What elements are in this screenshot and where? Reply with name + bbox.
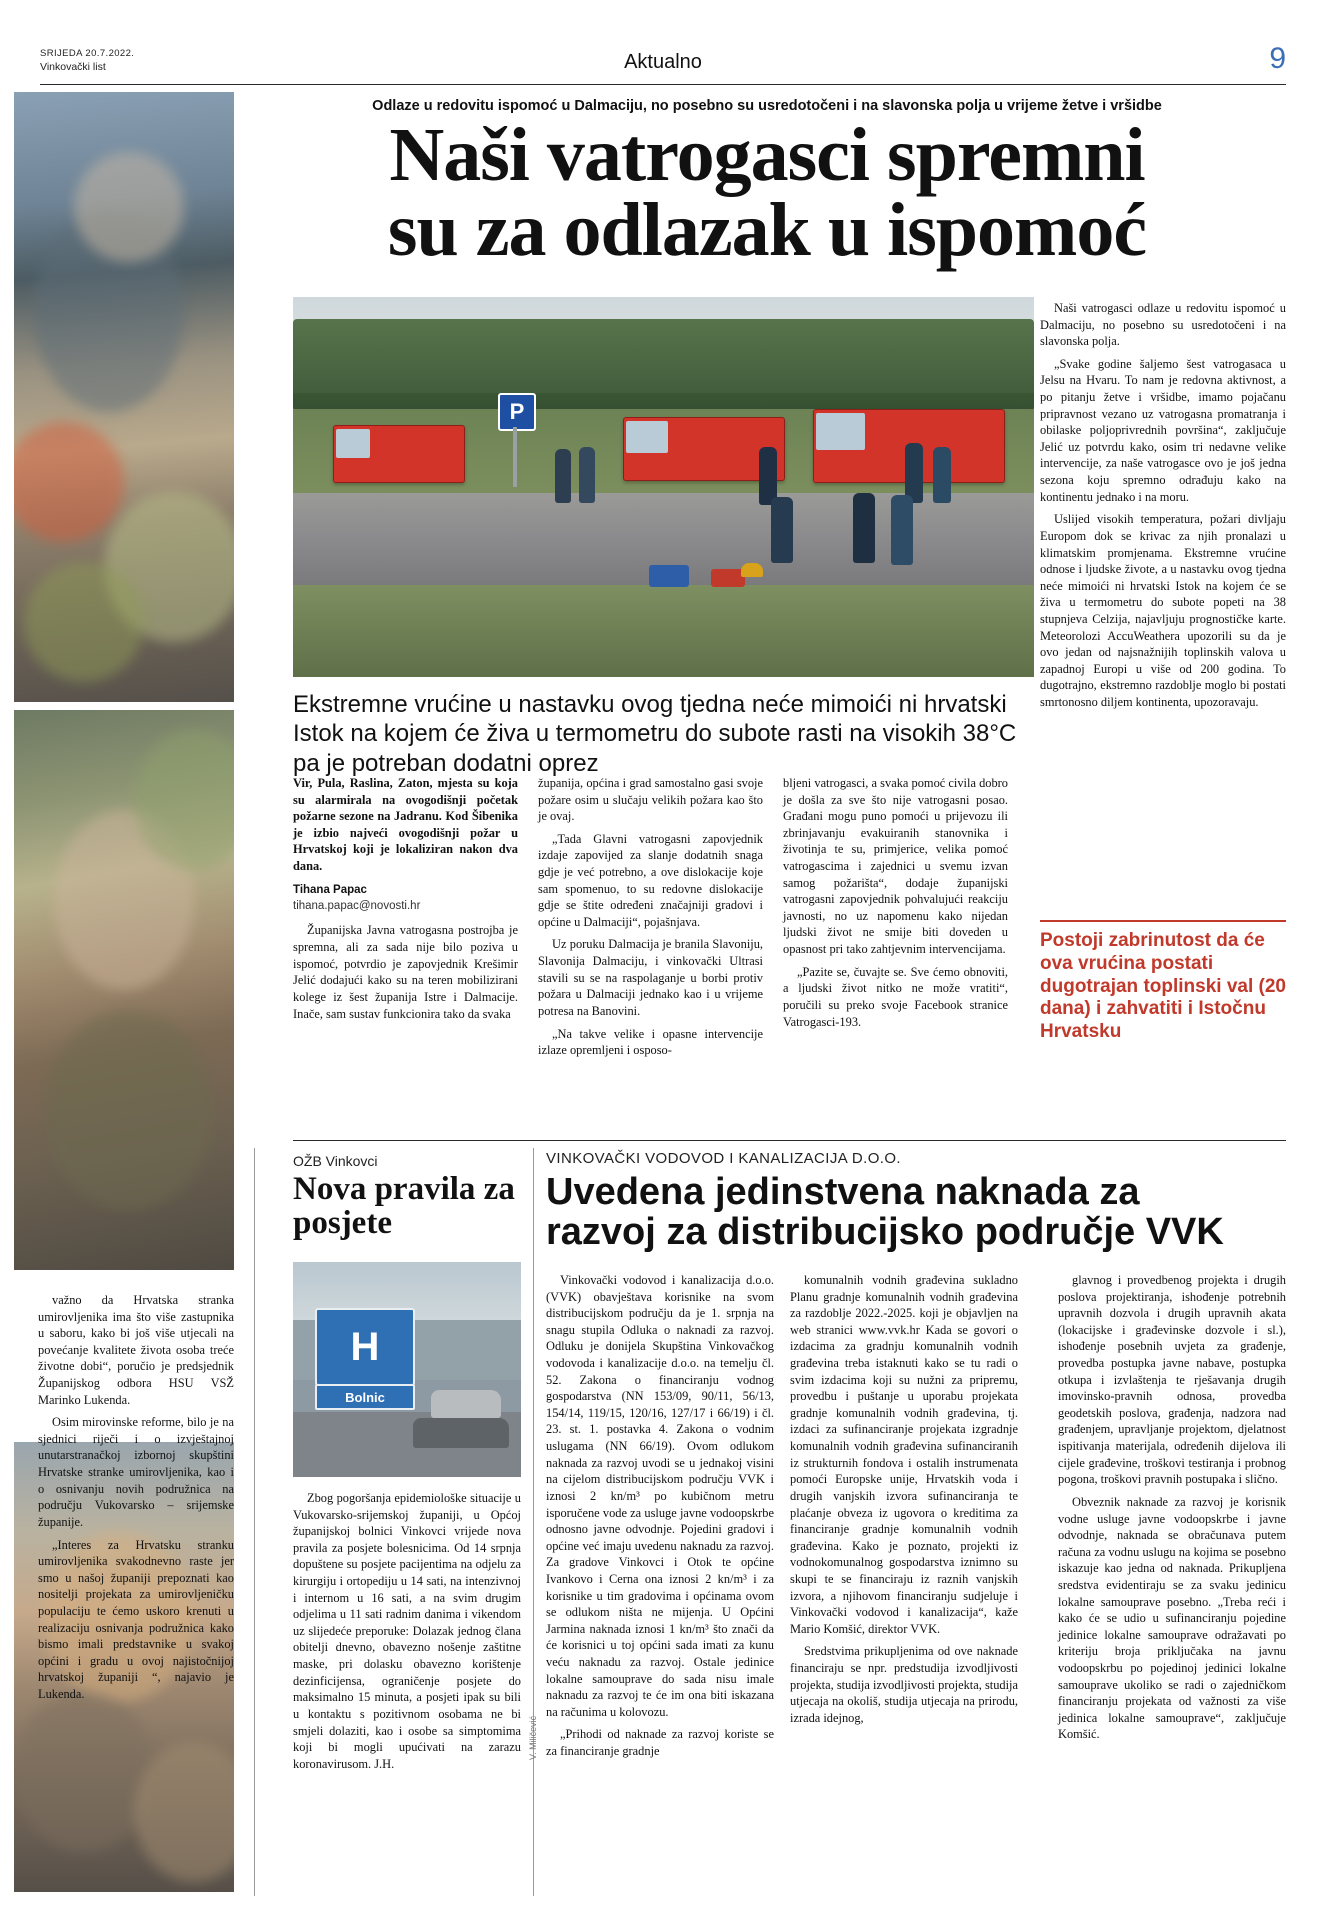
article-column-2 — [538, 775, 763, 1065]
person-5 — [933, 447, 951, 503]
photo-treeline — [293, 319, 1034, 411]
headline-line-1: Naši vatrogasci spremni — [389, 113, 1145, 197]
person-4 — [905, 443, 923, 503]
vvk-paragraph: glavnog i provedbenog projekta i drugih poslova projektiranja, ishođenje potrebnih upravnih dozvola i drugih upravnih akata (lokacijske i građevinske dozvole i sl.), ishođenje posebnih uvjeta za građenje, provedba postupka javne nabave, postupka otkupa i izvlaštenja te rješavanja drugih imovinsko-pravnih odnosa, provedba geodetskih poslova, građenja, nadzora nad građenjem, upravljanje projektom, djelatnost ispitivanja materijala, određenih dijelova ili cijele građevine, troškovi testiranja i probnog pogona, troškovi pravnih postupaka i slično. — [1058, 1273, 1286, 1487]
ozb-paragraph: Zbog pogoršanja epidemiološke situacije u Vukovarsko-srijemskoj županiji, u Općoj županijskoj bolnici Vinkovci vrijede nova pravila za posjete bolesnicima. Od 14 srpnja dopuštene su posjete pacijentima na odjelu za kirurgiju i ortopediju u 14 sati, na intenzivnoj i internom u 16 sati, a na svim drugim odjelima u 11 sati radnim danima i vikendom uz slijedeće preporuke: Dolazak jednog člana obitelji dnevno, obavezno nošenje zaštitne maske, pri dolasku obavezno korištenje dezinficijensa, ograničenje posjete do maksimalno 15 minuta, a posjeti ipak su bili u kontaktu s pozitivnom osobama ne bi smjeli dolaziti, kao i osobe sa simptomima koji bi mogli upućivati na zarazu koronavirusom. J.H. — [293, 1491, 521, 1771]
headline-line-2: su za odlazak u ispomoć — [387, 188, 1147, 273]
column-divider-left — [254, 1148, 255, 1896]
equipment-bag-1 — [649, 565, 689, 587]
hospital-sign-label: Bolnic — [315, 1384, 415, 1410]
hospital-photo — [293, 1262, 521, 1477]
vvk-headline — [546, 1172, 1286, 1253]
byline-email: tihana.papac@novosti.hr — [293, 900, 421, 913]
article-column-4 — [1040, 300, 1286, 717]
masthead — [40, 42, 1286, 82]
helmet-icon — [741, 563, 763, 577]
vvk-paragraph: „Prihodi od naknade za razvoj koriste se za financiranje gradnje — [546, 1727, 774, 1759]
ozb-headline: Nova pravila za posjete — [293, 1171, 515, 1241]
continuation-paragraph: važno da Hrvatska stranka umirovljenika ima što više zastupnika u saboru, kako bi još više utjecali na povećanje kvalitete života osoba treće životne dobi“, poručio je predsjednik Županijskog odbora HSU VSŽ Marinko Lukenda. — [38, 1293, 234, 1407]
continuation-paragraph: „Interes za Hrvatsku stranku umirovljenika svakodnevno raste jer smo u našoj županiji prepoznati kao nositelji projekata za umirovljeničku populaciju te ćemo uskoro krenuti u realizaciju osnivanja podružnica kako bismo imali predstavnike u svakoj općini i gradu u ovoj najistočnijoj hrvatskoj županiji “, najavio je Lukenda. — [38, 1537, 234, 1702]
masthead-divider — [40, 84, 1286, 85]
vvk-paragraph: komunalnih vodnih građevina sukladno Planu gradnje komunalnih vodnih građevina za razdoblje 2022.-2025. koji je objavljen na web stranici www.vvk.hr Kada se govori o izdacima za gradnju komunalnih vodnih građevina treba istaknuti kako se tu radi o svim izdacima koji su nužni za pripremu, provedbu i puštanje u uporabu projekata gradnje komunalnih vodnih građevina, tj. izdaci za sufinanciranje projekata izgradnje komunalnih vodnih građevina sufinanciranih iz strukturnih fondova i ostalih instrumenata pomoći Europske unije, Hrvatskih voda i drugih vanjskih izvora sufinanciranja te plaćanje obveza iz ugovora o kreditima za financiranje gradnje komunalnih vodnih građevina. Kako je poznato, projekti iz vodnokomunalnog gospodarstva iznimno su skupi te se financiraju iz raznih vanjskih izvora, a njihovom financiranju sudjeluje i Vinkovački vodovod i kanalizacija“, kaže Mario Komšić, direktor VVK. — [790, 1273, 1018, 1636]
article-paragraph: Županijska Javna vatrogasna postrojba je spremna, ali za sada nije bilo poziva u ispomoć, potvrdio je zapovjednik Krešimir Jelić dodajući kako su na teren mobilizirani kolege iz šest županija Istre i Dalmacije. Inače, sam sustav funkcionira tako da svaka — [293, 923, 518, 1021]
article-paragraph: županija, općina i grad samostalno gasi svoje požare osim u slučaju velikih požara kao što je ovaj. — [538, 776, 763, 824]
lower-section-divider — [293, 1140, 1286, 1141]
pullquote-rule — [1040, 920, 1286, 922]
parking-sign-icon: P — [498, 393, 536, 431]
vvk-column-2 — [790, 1272, 1018, 1732]
person-6 — [771, 497, 793, 563]
masthead-date: SRIJEDA 20.7.2022. — [40, 48, 135, 59]
byline-author: Tihana Papac — [293, 883, 367, 896]
article-headline — [248, 113, 1286, 273]
vvk-headline-line-1: Uvedena jedinstvena naknada za — [546, 1171, 1140, 1213]
page-number: 9 — [1269, 42, 1286, 75]
photo-credit-vertical: V. Miličević — [528, 1715, 538, 1760]
article-paragraph: Uz poruku Dalmacija je branila Slavoniju, Slavonija Dalmaciju, i vinkovački Ultrasi stavili su se na raspolaganje u borbi protiv požara u Dalmaciji jednako kao i u vrijeme potresa na Banovini. — [538, 937, 763, 1018]
article-paragraph: „Pazite se, čuvajte se. Sve ćemo obnoviti, a ljudski život nitko ne može vratiti“, poručili su preko svoje Facebook stranice Vatrogasci-193. — [783, 964, 1008, 1029]
article-paragraph: „Na takve velike i opasne intervencije izlaze opremljeni i osposo- — [538, 1026, 763, 1058]
left-continuation-text — [38, 1292, 234, 1709]
masthead-section: Aktualno — [624, 51, 702, 73]
masthead-paper-name: Vinkovački list — [40, 61, 106, 73]
article-column-1 — [293, 775, 518, 1028]
market-photo-top — [14, 92, 234, 702]
vvk-paragraph: Obveznik naknade za razvoj je korisnik vodne usluge javne vodoopskrbe i javne odvodnje, naknada se obračunava putem računa za vodnu uslugu na kojima se posebno iskazuje kao jedna od naknada. Prikupljena sredstva evidentiraju se za svaku jedinicu lokalne samouprave posebno. „Treba reći i kako će se udio u sufinanciranju pojedine jedinice lokalne samouprave odražavati po kriteriju broja priključaka na javnu vodoopskrbu po pojedinoj jedinici lokalne samouprave ukoliko se radi o zajedničkom financiranju projekata od važnosti za više jedinica lokalne samouprave“, zaključuje Komšić. — [1058, 1494, 1286, 1742]
hospital-h-sign-icon: H — [315, 1308, 415, 1386]
article-paragraph: Naši vatrogasci odlaze u redovitu ispomoć u Dalmaciju, no posebno su usredotočeni i na slavonska polja. — [1040, 301, 1286, 349]
equipment-bag-2 — [711, 569, 745, 587]
article-column-3 — [783, 775, 1008, 1036]
person-7 — [853, 493, 875, 563]
article-kicker: Odlaze u redovitu ispomoć u Dalmaciju, no posebno su usredotočeni i na slavonska polja u vrijeme žetve i vršidbe — [372, 98, 1162, 114]
vvk-headline-line-2: razvoj za distribucijsko područje VVK — [546, 1211, 1224, 1254]
article-lead-paragraph: Vir, Pula, Raslina, Zaton, mjesta su koja su alarmirala na ovogodišnji početak požarne sezone na Jadranu. Kod Šibenika je izbio najveći ovogodišnji požar u Hrvatskoj koji je lokaliziran nakon dva dana. — [293, 776, 518, 874]
person-2 — [579, 447, 595, 503]
firefighters-photo — [293, 297, 1034, 677]
vvk-section-label: VINKOVAČKI VODOVOD I KANALIZACIJA D.O.O. — [546, 1150, 901, 1167]
parked-car-2 — [413, 1418, 509, 1448]
article-paragraph: „Tada Glavni vatrogasni zapovjednik izdaje zapovijed za slanje dodatnih snaga gdje je već potrebno, a ove dislokacije koje sam spomenuo, to su redovne dislokacije gdje se štite određeni značajniji gradovi i općine u Dalmaciji“, pojašnjava. — [538, 831, 763, 929]
sign-post — [513, 427, 517, 487]
article-paragraph: Uslijed visokih temperatura, požari divljaju Europom dok se krivac za njih pronalazi u klimatskim promjenama. Ekstremne vrućine odnose i ljudske živote, a u nastavku ovog tjedna neće mimoići ni hrvatski Istok na kojem će se živa u termometru do subote popeti na 38 stupnjeva Celzija, najavljuju prognostičke karte. Meteorolozi AccuWeathera upozorili su da je ovo jedan od najsnažnijih toplinskih valova u zapadnoj Europi u više od 200 godina. To dugotrajno, ekstremno razdoblje moglo bi postati smrtonosno diljem kontinenta, upozoravaju. — [1040, 512, 1286, 710]
vvk-paragraph: Sredstvima prikupljenima od ove naknade financiraju se npr. predstudija izvodljivosti projekta, studija izvodljivosti projekta, studija utjecaja na okoliš, studija utjecaja na prirodu, izrada idejnog, — [790, 1644, 1018, 1725]
vvk-paragraph: Vinkovački vodovod i kanalizacija d.o.o. (VVK) obavještava korisnike na svom distribucijskom području da je 1. srpnja na snagu stupila Odluka o naknadi za razvoj. Odluku je donijela Skupština Vinkovačkog vodovoda i kanalizacije d.o.o. na temelju čl. 52. Zakona o financiranju vodnog gospodarstva (NN 153/09, 90/11, 56/13, 154/14, 119/15, 120/16, 127/17 i 66/19) i čl. 23. st. 1. postavka 4. Zakona o vodnim uslugama (NN 66/19). Ovom odlukom naknada za razvoj uvodi se u jednakoj visini na cijelom distribucijskom području VVK i iznosi 2 kn/m³ po kubičnom metru isporučene vode za usluge javne vodoopskrbe odnosno javne odvodnje. Pojedini gradovi i općine već imaju uvedenu naknadu za razvoj. Za gradove Vinkovci i Otok te općine Ivankovo i Cerna ona iznosi 2 kn/m³ i za korisnike u tim gradovima i općinama ovom se odlukom ništa ne mijenja. U Općini Jarmina naknada iznosi 1 kn/m³ što znači da će korisnici u toj općini sada imati za kunu veću naknadu za razvoj. Ostale jedinice lokalne samouprave do sada nisu imale naknadu za razvoj te će im ona biti iskazana na računima u kolovozu. — [546, 1273, 774, 1719]
vvk-column-1 — [546, 1272, 774, 1766]
article-paragraph: „Svake godine šaljemo šest vatrogasaca u Jelsu na Hvaru. To nam je redovna aktivnost, a po pitanju žetve i vršidbe, imamo pojačanu pripravnost vezano uz vatrogasna promatranja i obilaske poljoprivrednih površina“, zaključuje Jelić uz potvrdu kako, osim tri nedavne velike intervencije, za naše vatrogasce ovo je još jedna sezona koju spremno odrađuju kako na kontinentu jednako i na moru. — [1040, 356, 1286, 504]
ozb-body — [293, 1490, 521, 1778]
photo-grass-lower — [293, 585, 1034, 677]
pullquote: Postoji zabrinutost da će ova vrućina postati dugotrajan toplinski val (20 dana) i zahvatiti i Istočnu Hrvatsku — [1040, 930, 1286, 1043]
article-subhead: Ekstremne vrućine u nastavku ovog tjedna neće mimoići ni hrvatski Istok na kojem će živa u termometru do subote rasti na visokih 38°C pa je potreban dodatni oprez — [293, 691, 1017, 777]
parked-car-1 — [431, 1390, 501, 1418]
column-divider-vvk — [533, 1148, 534, 1896]
continuation-paragraph: Osim mirovinske reforme, bilo je na sjednici riječi i o izvještajnoj unutarstranačkoj izbornoj skupštini Hrvatske stranke umirovljenika, kao i o osnivanju novih podružnica na području Vukovarsko – srijemske županije. — [38, 1415, 234, 1529]
fire-truck-1 — [333, 425, 465, 483]
vvk-column-3 — [1058, 1272, 1286, 1749]
person-1 — [555, 449, 571, 503]
woman-portrait-photo — [14, 710, 234, 1270]
person-8 — [891, 495, 913, 565]
article-paragraph: bljeni vatrogasci, a svaka pomoć civila dobro je došla za sve što nije vatrogasni posao. Građani mogu puno pomoći u prijevozu ili zbrinjavanju evakuiranih stanovnika i životinja te su, primjerice, velika pomoć vatrogascima i zajednici u svemu izvan samog požarišta“, dodaje županijski vatrogasni zapovjednik pohvalujući reakciju javnosti, no uz napomenu kako nijedan ljudski život ne smije biti doveden u opasnost pri tako zahtjevnim intervencijama. — [783, 776, 1008, 957]
ozb-section-label: OŽB Vinkovci — [293, 1153, 378, 1169]
